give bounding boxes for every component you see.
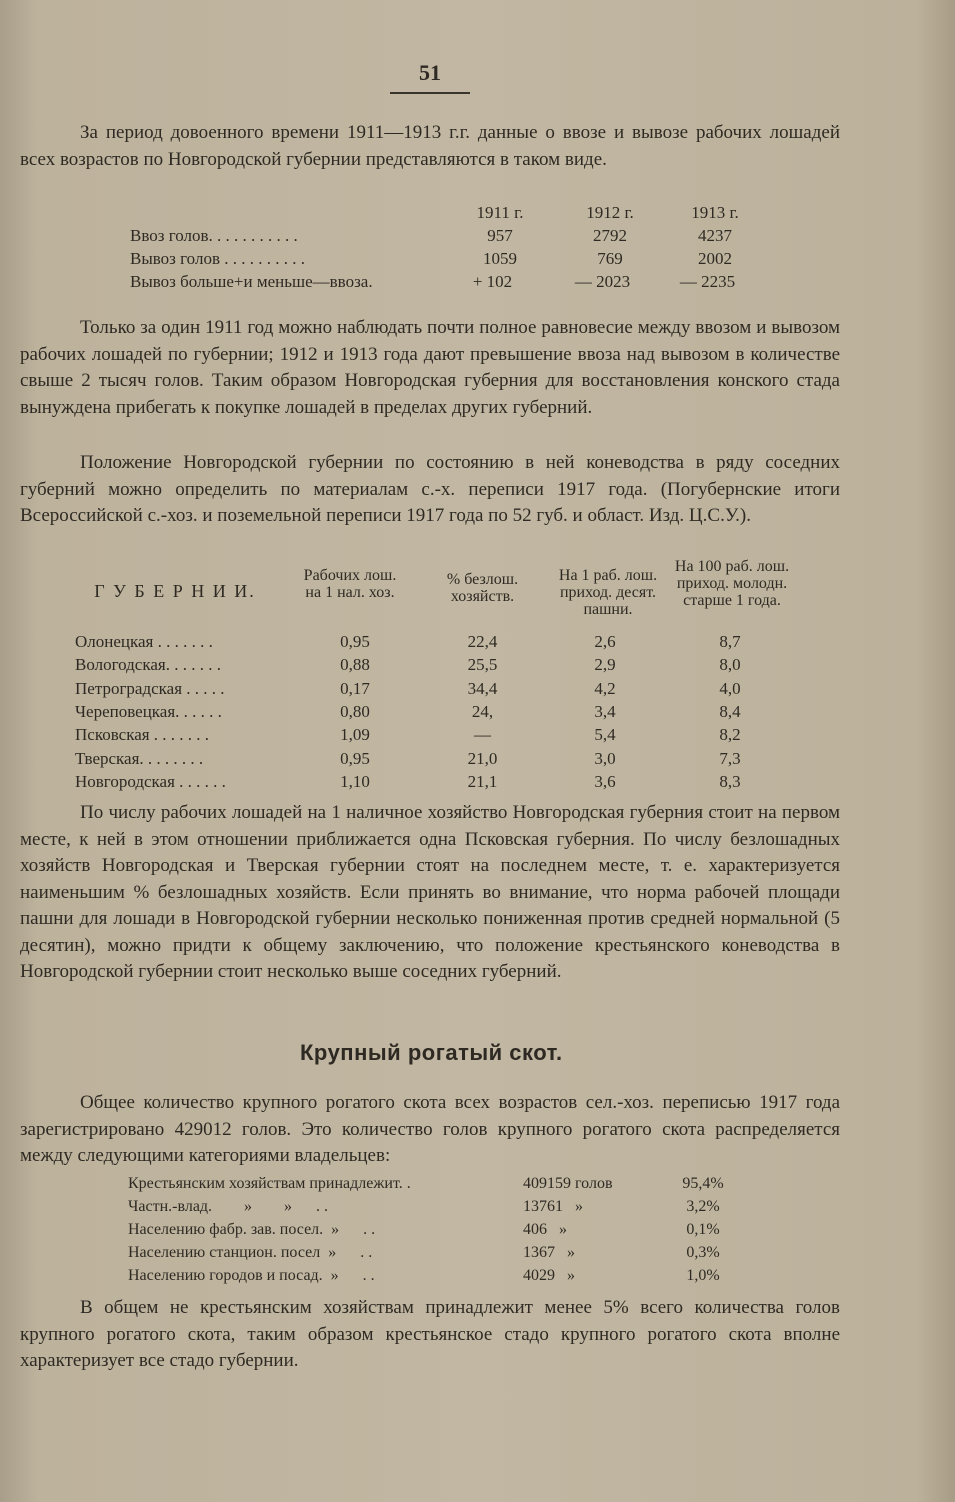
cell-value: 2,6 xyxy=(594,632,616,651)
section-title: Крупный рогатый скот. xyxy=(300,1040,563,1065)
paragraph-import-export xyxy=(20,120,840,173)
column-header: % безлош. хозяйств. xyxy=(446,571,519,605)
cell-value: 1,09 xyxy=(340,725,370,745)
paragraph-text: За период довоенного времени 1911—1913 г.г. данные о ввозе и вывозе рабочих лошадей всех возрастов по Новгородской губернии представляются в таком виде. xyxy=(20,122,840,170)
cell-value: 8,0 xyxy=(719,655,741,675)
cell-value: 2792 xyxy=(593,226,627,245)
cell-value: 8,7 xyxy=(719,632,741,651)
cell-value: 5,4 xyxy=(594,725,616,745)
province-name: Вологодская. . . . . . . xyxy=(75,655,221,675)
cell-value: 7,3 xyxy=(719,748,741,768)
row-label: Частн.-влад. » » . . xyxy=(128,1198,329,1215)
row-label: Ввоз голов. . . . . . . . . . . xyxy=(130,226,298,245)
cell-value: 21,0 xyxy=(467,748,498,768)
cell-value: 957 xyxy=(487,226,513,245)
cell-value: 409159 голов xyxy=(523,1175,613,1192)
cell-value: 0,17 xyxy=(340,678,370,698)
cell-value: 3,4 xyxy=(594,701,616,721)
cell-value: 406 » xyxy=(523,1221,567,1238)
column-header: На 100 раб. лош. приход. молодн. старше 1 года. xyxy=(674,558,790,609)
province-name: Петроградская . . . . . xyxy=(75,678,225,698)
province-name: Олонецкая . . . . . . . xyxy=(75,632,213,651)
cell-value: 0,95 xyxy=(340,748,370,768)
paragraph-comparison xyxy=(20,800,840,986)
cell-percent: 0,1% xyxy=(686,1221,720,1238)
row-label: Населению станцион. посел » . . xyxy=(128,1244,373,1261)
cell-value: 34,4 xyxy=(467,678,498,698)
table-row xyxy=(128,1221,768,1239)
cell-value: 13761 » xyxy=(523,1198,583,1215)
cell-value: 4029 » xyxy=(523,1267,575,1284)
year-header: 1913 г. xyxy=(691,203,739,222)
page-number: 51 xyxy=(390,60,470,94)
cell-value: — 2023 xyxy=(574,272,631,291)
column-header: На 1 раб. лош. приход. десят. пашни. xyxy=(558,567,658,618)
cell-value: 2,9 xyxy=(594,655,616,675)
table-row xyxy=(130,226,770,246)
cell-percent: 3,2% xyxy=(686,1198,720,1215)
cell-value: 1,10 xyxy=(340,771,370,791)
paragraph-equilibrium xyxy=(20,315,840,421)
cell-value: 25,5 xyxy=(467,655,498,675)
table-row xyxy=(128,1175,768,1193)
cell-value: 2002 xyxy=(698,249,732,268)
row-label: Вывоз больше+и меньше—ввоза. xyxy=(130,272,373,291)
row-label: Населению городов и посад. » . . xyxy=(128,1267,375,1284)
cell-value: 0,80 xyxy=(340,701,370,721)
cell-value: 8,2 xyxy=(719,725,741,745)
paragraph-cattle-total xyxy=(20,1090,840,1170)
cell-value: 8,3 xyxy=(719,771,741,791)
table-row xyxy=(130,249,770,269)
row-label: Вывоз голов . . . . . . . . . . xyxy=(130,249,305,268)
province-name: Новгородская . . . . . . xyxy=(75,771,226,791)
table-row xyxy=(128,1198,768,1216)
cell-value: 769 xyxy=(597,249,623,268)
province-name: Псковская . . . . . . . xyxy=(75,725,210,745)
paragraph-horse-breeding xyxy=(20,450,840,530)
cell-value: 4,2 xyxy=(594,678,616,698)
cell-value: 0,95 xyxy=(340,632,370,651)
cell-value: + 102 xyxy=(472,272,513,291)
cell-value: 4,0 xyxy=(719,678,741,698)
paragraph-conclusion xyxy=(20,1295,840,1375)
table-row xyxy=(128,1267,768,1285)
paragraph-text: Общее количество крупного рогатого скота всех возрастов сел.-хоз. переписью 1917 года зарегистрировано 429012 голов. Это количество голов крупного рогатого скота распределяется между следующими категориями владельцев: xyxy=(20,1092,840,1166)
cell-value: 3,0 xyxy=(594,748,616,768)
province-name: Череповецкая. . . . . . xyxy=(75,701,222,721)
column-header: Рабочих лош. на 1 нал. хоз. xyxy=(303,567,397,601)
cell-value: 21,1 xyxy=(467,771,498,791)
table-row xyxy=(128,1244,768,1262)
province-name: Тверская. . . . . . . . xyxy=(75,748,204,768)
paragraph-text: Положение Новгородской губернии по состоянию в ней коневодства в ряду соседних губерний можно определить по материалам с.-х. переписи 1917 года. (Погубернские итоги Всероссийской с.-хоз. и поземельной переписи 1917 года по 52 губ. и област. Изд. Ц.С.У.). xyxy=(20,452,840,526)
year-header: 1911 г. xyxy=(476,203,524,222)
cell-value: 1367 » xyxy=(523,1244,575,1261)
cell-value: 0,88 xyxy=(340,655,370,675)
cell-value: 1059 xyxy=(483,249,517,268)
year-header: 1912 г. xyxy=(586,203,634,222)
cell-value: 8,4 xyxy=(719,701,741,721)
cell-value: 22,4 xyxy=(467,632,498,651)
paragraph-text: В общем не крестьянским хозяйствам принадлежит менее 5% всего количества голов крупного рогатого скота, таким образом крестьянское стадо крупного рогатого скота вполне характеризует все стадо губернии. xyxy=(20,1297,840,1371)
paragraph-text: По числу рабочих лошадей на 1 наличное хозяйство Новгородская губерния стоит на первом месте, к ней в этом отношении приближается одна Псковская губерния. По числу безлошадных хозяйств Новгородская и Тверская губернии стоят на последнем месте, т. е. характеризуется наименьшим % безлошадных хозяйств. Если принять во внимание, что норма рабочей площади пашни для лошади в Новгородской губернии несколько пониженная против средней нормальной (5 десятин), можно придти к общему заключению, что положение крестьянского коневодства в Новгородской губернии стоит несколько выше соседних губерний. xyxy=(20,802,840,982)
cell-value: — 2235 xyxy=(679,272,736,291)
cell-percent: 1,0% xyxy=(686,1267,720,1284)
cell-value: 4237 xyxy=(698,226,732,245)
cell-percent: 0,3% xyxy=(686,1244,720,1261)
cell-value: — xyxy=(474,725,491,745)
table-row xyxy=(130,272,770,292)
row-label: Крестьянским хозяйствам принадлежит. . xyxy=(128,1175,411,1192)
cell-value: 24, xyxy=(471,701,494,721)
cell-value: 3,6 xyxy=(594,771,616,791)
paragraph-text: Только за один 1911 год можно наблюдать почти полное равновесие между ввозом и вывозом рабочих лошадей по губернии; 1912 и 1913 года дают превышение ввоза над вывозом в количестве свыше 2 тысяч голов. Таким образом Новгородская губерния для восстановления конского стада вынуждена прибегать к покупке лошадей в пределах других губерний. xyxy=(20,317,840,418)
row-label: Населению фабр. зав. посел. » . . xyxy=(128,1221,376,1238)
column-header: Г У Б Е Р Н И И. xyxy=(94,581,256,601)
cell-percent: 95,4% xyxy=(682,1175,724,1192)
